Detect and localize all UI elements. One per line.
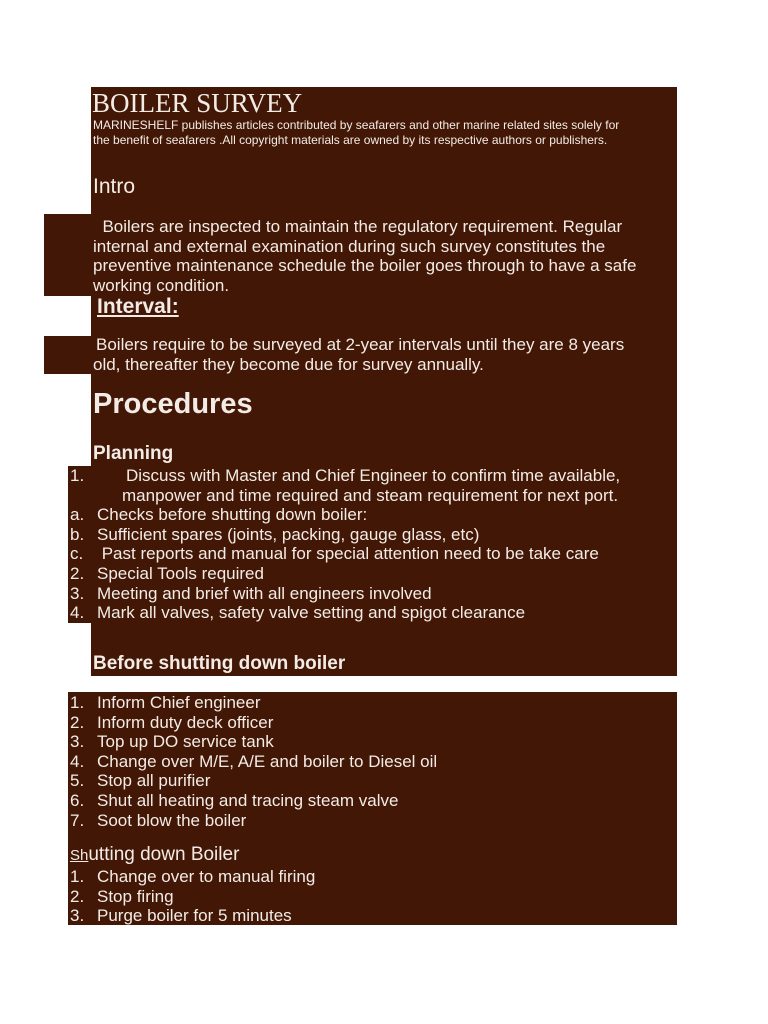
content-background-intro-indent xyxy=(44,214,92,296)
interval-line-1: Boilers require to be surveyed at 2-year intervals until they are 8 years xyxy=(96,335,625,354)
list-item-text: Inform duty deck officer xyxy=(97,712,274,732)
list-item-text: Sufficient spares (joints, packing, gauge glass, etc) xyxy=(97,524,480,544)
list-marker: 2. xyxy=(70,886,85,906)
list-marker: 1. xyxy=(70,466,85,485)
list-item-text: Stop firing xyxy=(97,886,174,906)
disclaimer-line-1: MARINESHELF publishes articles contributed by seafarers and other marine related sites solely for xyxy=(93,118,620,132)
intro-heading: Intro xyxy=(93,175,136,198)
list-item-text: manpower and time required and steam requirement for next port. xyxy=(122,485,619,505)
list-marker: 3. xyxy=(70,732,85,752)
before-shutdown-heading: Before shutting down boiler xyxy=(93,653,346,674)
list-item xyxy=(68,564,673,584)
list-item-text: Change over M/E, A/E and boiler to Diesel oil xyxy=(97,751,438,771)
list-item-text: Discuss with Master and Chief Engineer to confirm time available, xyxy=(126,466,621,485)
list-item-text: Top up DO service tank xyxy=(97,732,274,752)
list-item-text: Meeting and brief with all engineers involved xyxy=(97,583,432,603)
list-marker: 3. xyxy=(70,583,85,603)
disclaimer-line-2: the benefit of seafarers .All copyright materials are owned by its respective authors or publishers. xyxy=(93,132,608,147)
list-marker: 2. xyxy=(70,563,85,583)
interval-line-2: old, thereafter they become due for survey annually. xyxy=(93,354,484,374)
list-item-text: Past reports and manual for special attention need to be take care xyxy=(97,544,599,564)
intro-line-1: Boilers are inspected to maintain the regulatory requirement. Regular xyxy=(93,217,623,236)
planning-heading: Planning xyxy=(93,443,174,464)
intro-line-2: internal and external examination during such survey constitutes the xyxy=(93,236,606,256)
list-item xyxy=(68,525,673,545)
list-marker: a. xyxy=(70,505,85,525)
list-marker: c. xyxy=(70,544,84,564)
list-item-text: Checks before shutting down boiler: xyxy=(97,505,368,525)
list-marker: 3. xyxy=(70,906,85,926)
list-marker: 4. xyxy=(70,603,85,623)
list-marker: 2. xyxy=(70,712,85,732)
list-marker: 4. xyxy=(70,751,85,771)
list-marker: b. xyxy=(70,524,85,544)
shutdown-heading-prefix: Sh xyxy=(70,847,89,864)
intro-line-4: working condition. xyxy=(93,275,230,295)
list-item-text: Change over to manual firing xyxy=(97,867,316,886)
list-item-text: Stop all purifier xyxy=(97,771,211,791)
list-item-text: Mark all valves, safety valve setting and spigot clearance xyxy=(97,603,526,623)
procedures-heading: Procedures xyxy=(93,388,253,420)
list-item xyxy=(68,505,673,525)
list-item-text: Shut all heating and tracing steam valve xyxy=(97,790,399,810)
list-marker: 7. xyxy=(70,810,85,830)
list-item-text: Inform Chief engineer xyxy=(97,693,261,712)
intro-line-3: preventive maintenance schedule the boiler goes through to have a safe xyxy=(93,256,637,276)
list-marker: 6. xyxy=(70,790,85,810)
list-item-text: Special Tools required xyxy=(97,563,264,583)
shutdown-heading-rest: utting down Boiler xyxy=(88,844,240,865)
interval-heading: Interval: xyxy=(97,295,179,318)
page-title: BOILER SURVEY xyxy=(92,88,303,118)
list-marker: 1. xyxy=(70,693,85,712)
list-item xyxy=(68,544,673,564)
list-item xyxy=(68,603,673,623)
planning-list xyxy=(68,466,673,623)
list-item-text: Soot blow the boiler xyxy=(97,810,247,830)
content-background-interval-indent xyxy=(44,336,92,374)
list-marker: 5. xyxy=(70,771,85,791)
list-marker: 1. xyxy=(70,867,85,886)
list-item xyxy=(68,466,673,505)
list-item xyxy=(68,584,673,604)
shutdown-heading xyxy=(70,844,239,867)
list-item-text: Purge boiler for 5 minutes xyxy=(97,906,292,926)
